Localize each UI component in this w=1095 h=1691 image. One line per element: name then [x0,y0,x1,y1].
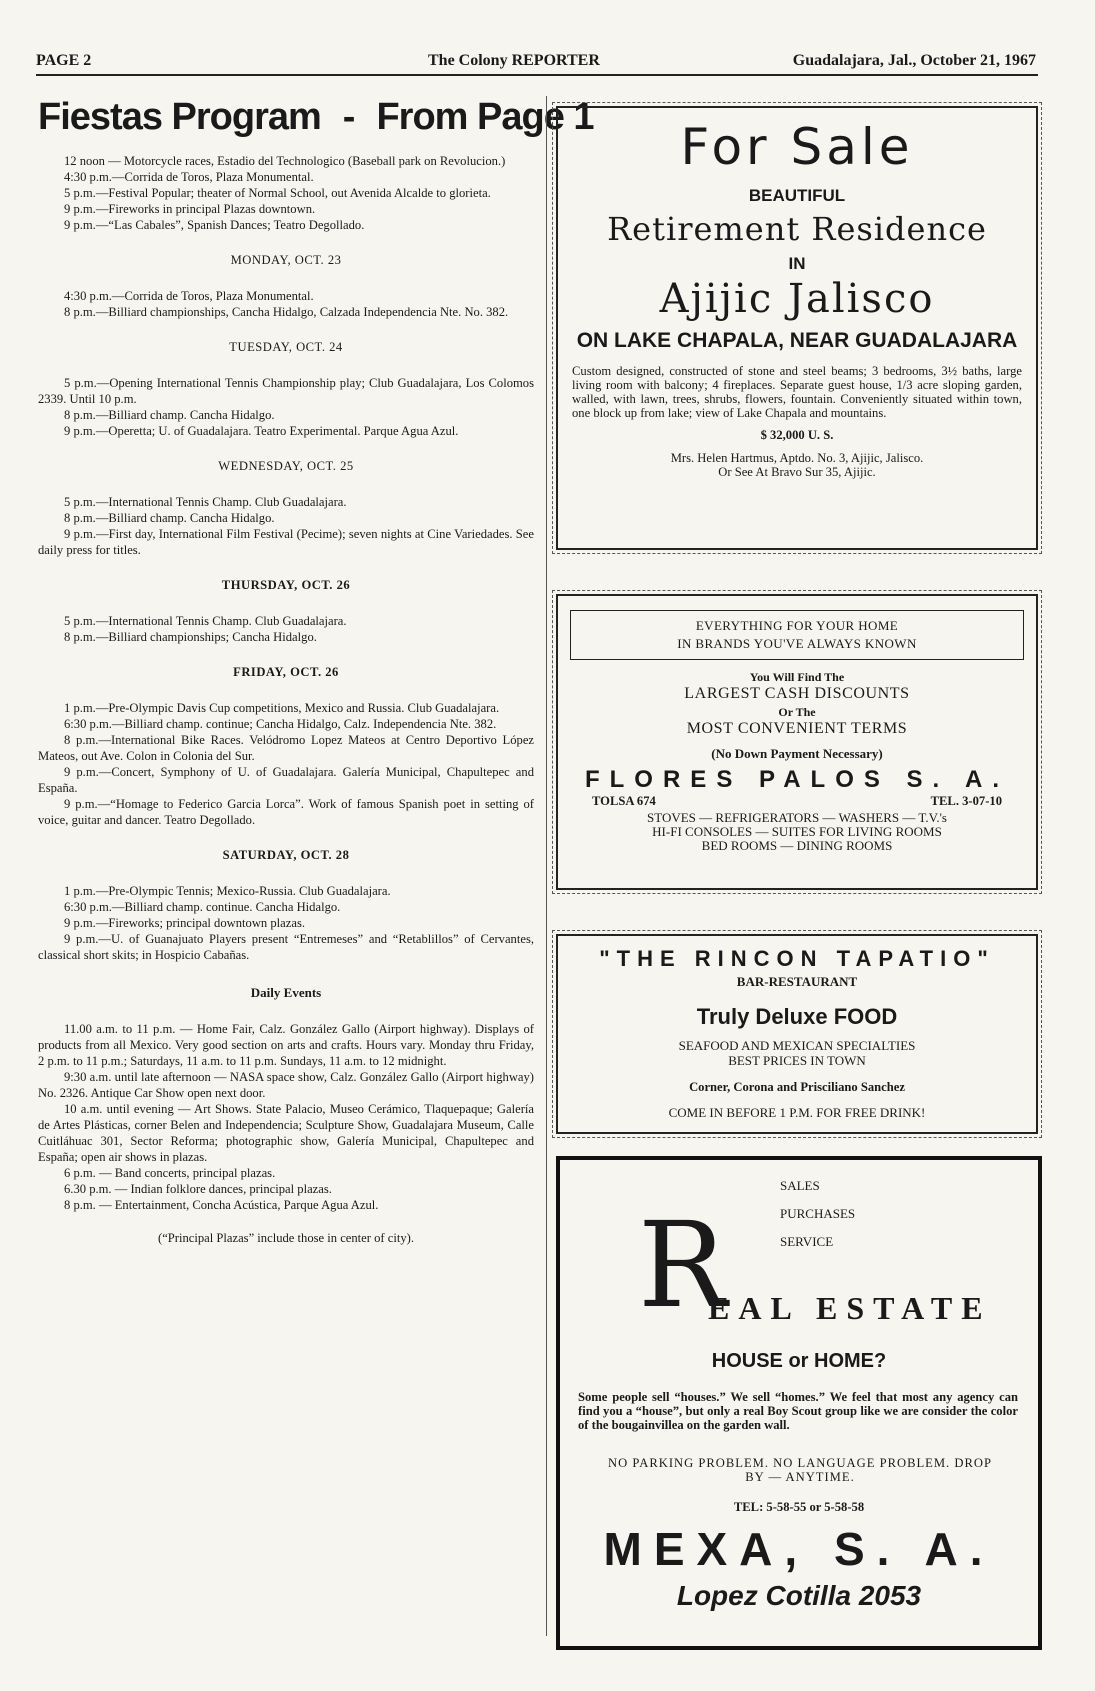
ad-lake: ON LAKE CHAPALA, NEAR GUADALAJARA [576,329,1018,352]
ad-description: Custom designed, constructed of stone and steel beams; 3 bedrooms, 3½ baths, large living room with balcony; 4 fireplaces. Separate guest house, 1/3 acre sloping garden, walled, with lawn, trees, shrubs, flowers, fountain. Conveniently situated within town, one block up from lake; view of Lake Chapala and mountains. [572,364,1022,420]
day-heading-tuesday: TUESDAY, OCT. 24 [229,340,343,354]
day-entries-friday [38,700,534,828]
ad-product-lines [558,811,1036,853]
program-entry: 6:30 p.m.—Billiard champ. continue. Cancha Hidalgo. [64,900,341,914]
specialty-line: SEAFOOD AND MEXICAN SPECIALTIES [678,1038,916,1053]
program-entry: 1 p.m.—Pre-Olympic Davis Cup competitions, Mexico and Russia. Club Guadalajara. [64,701,500,715]
ad-restaurant-type: BAR-RESTAURANT [736,974,858,989]
headline-right: From Page 1 [376,96,594,138]
program-entry: 4:30 p.m.—Corrida de Toros, Plaza Monumental. [64,289,314,303]
ad-service: SERVICE [780,1234,834,1249]
ad-place: Ajijic Jalisco [659,276,935,322]
program-entry: 9 p.m.—“Homage to Federico Garcia Lorca”. Work of famous Spanish poet in setting of voice, guitar and dancer. Teatro Degollado. [38,797,534,827]
ad-address: TOLSA 674 [592,794,656,808]
ad-company: MEXA, S. A. [603,1523,995,1575]
daily-events-entries [38,1021,534,1213]
daily-entry: 6 p.m. — Band concerts, principal plazas. [64,1166,276,1180]
real-estate-ad [556,1156,1042,1650]
for-sale-ad [556,106,1038,550]
column-divider [546,96,547,1636]
program-entry: 12 noon — Motorcycle races, Estadio del Technologico (Baseball park on Revolucion.) [64,154,506,168]
ad-no-parking: NO PARKING PROBLEM. NO LANGUAGE PROBLEM. DROP BY — ANYTIME. [608,1456,992,1484]
ad-big-letter: R [638,1196,727,1334]
day-entries-saturday [38,883,534,963]
program-entry: 4:30 p.m.—Corrida de Toros, Plaza Monumental. [64,170,314,184]
product-line: STOVES — REFRIGERATORS — WASHERS — T.V.'s [647,810,947,825]
ad-location: Corner, Corona and Prisciliano Sanchez [689,1080,905,1094]
page-header [36,52,1036,76]
ad-tagline: Truly Deluxe FOOD [696,1004,898,1029]
ad-restaurant-name: "THE RINCON TAPATIO" [599,946,995,971]
daily-events-heading: Daily Events [250,985,322,1000]
daily-entry: 10 a.m. until evening — Art Shows. State Palacio, Museo Cerámico, Tlaquepaque; Galería de Artes Plásticas, corner Belen and Independencia; Sculpture Show, Guadalajara Museum, Calle Cuitláhuac 301, Sector Reforma; photographic show, Galería Municipal, Chapultepec and España; open air shows in plazas. [38,1102,534,1164]
ad-no-down: (No Down Payment Necessary) [711,746,883,761]
ad-contact [558,451,1036,479]
day-entries-wednesday [38,494,534,558]
program-entry: 9 p.m.—Operetta; U. of Guadalajara. Teatro Experimental. Parque Agua Azul. [64,424,459,438]
header-rule [36,74,1038,76]
ad-headline: For Sale [680,118,914,176]
ad-promo: COME IN BEFORE 1 P.M. FOR FREE DRINK! [668,1105,926,1120]
program-entry: 9 p.m.—Concert, Symphony of U. of Guadalajara. Galería Municipal, Chapultepec and España. [38,765,534,795]
ad-company-address: Lopez Cotilla 2053 [676,1580,922,1611]
ad-company-name: FLORES PALOS S. A. [584,766,1010,793]
ad-real-estate-title: EAL ESTATE [708,1290,992,1326]
program-entry: 6:30 p.m.—Billiard champ. continue; Cancha Hidalgo, Calz. Independencia Nte. 382. [64,717,497,731]
newspaper-name: The Colony REPORTER [428,52,600,69]
ad-purchases: PURCHASES [780,1206,856,1221]
program-entry: 8 p.m.—Billiard champ. Cancha Hidalgo. [64,511,275,525]
ad-largest: LARGEST CASH DISCOUNTS [684,685,910,702]
opening-entries [38,153,534,233]
ad-or-the: Or The [778,705,816,719]
program-entry: 9 p.m.—Fireworks; principal downtown plazas. [64,916,305,930]
program-entry: 8 p.m.—Billiard championships; Cancha Hidalgo. [64,630,317,644]
ad-question: HOUSE or HOME? [711,1350,887,1372]
ad-specialties [558,1038,1036,1068]
daily-entry: 11.00 a.m. to 11 p.m. — Home Fair, Calz. González Gallo (Airport highway). Displays of products from all Mexico. Very good section on arts and crafts. Hours vary. Monday thru Friday, 2 p.m. to 11 p.m.; Saturdays, 11 a.m. to 11 p.m. Sundays, 11 a.m. to 12 midnight. [38,1022,534,1068]
headline-separator: - [342,96,355,138]
program-entry: 8 p.m.—International Bike Races. Velódromo Lopez Mateos at Centro Deportivo López Mateos, out Ave. Colon in Colonia del Sur. [38,733,534,763]
daily-entry: 8 p.m. — Entertainment, Concha Acústica, Parque Agua Azul. [64,1198,379,1212]
program-entry: 8 p.m.—Billiard champ. Cancha Hidalgo. [64,408,275,422]
program-entry: 1 p.m.—Pre-Olympic Tennis; Mexico-Russia. Club Guadalajara. [64,884,391,898]
specialty-line: BEST PRICES IN TOWN [728,1053,866,1068]
program-entry: 5 p.m.—International Tennis Champ. Club Guadalajara. [64,614,347,628]
program-entry: 5 p.m.—Festival Popular; theater of Normal School, out Avenida Alcalde to glorieta. [64,186,491,200]
day-heading-thursday: THURSDAY, OCT. 26 [221,578,351,592]
ad-contact-line: Or See At Bravo Sur 35, Ajijic. [718,465,876,479]
program-entry: 5 p.m.—Opening International Tennis Championship play; Club Guadalajara, Los Colomos 2339. Until 10 p.m. [38,376,534,406]
slogan-line: EVERYTHING FOR YOUR HOME [695,618,899,633]
day-entries-thursday [38,613,534,645]
product-line: HI-FI CONSOLES — SUITES FOR LIVING ROOMS [652,824,942,839]
ad-find: You Will Find The [749,670,845,684]
product-line: BED ROOMS — DINING ROOMS [701,838,893,853]
article-headline [38,96,594,139]
program-entry: 9 p.m.—U. of Guanajuato Players present “Entremeses” and “Retablillos” of Cervantes, classical short skits; in Hospicio Cabañas. [38,932,534,962]
ad-terms: MOST CONVENIENT TERMS [686,720,908,737]
ad-address-row [558,794,1036,809]
headline-left: Fiestas Program [38,96,321,138]
dateline: Guadalajara, Jal., October 21, 1967 [792,52,1036,69]
fiestas-program-article [38,96,594,1246]
ad-pitch: Some people sell “houses.” We sell “homes.” We feel that most any agency can find you a “house”, but only a real Boy Scout group like we are consider the color of the bougainvillea on the garden wall. [578,1390,1018,1432]
program-entry: 9 p.m.—Fireworks in principal Plazas downtown. [64,202,316,216]
program-entry: 5 p.m.—International Tennis Champ. Club Guadalajara. [64,495,347,509]
daily-entry: 6.30 p.m. — Indian folklore dances, principal plazas. [64,1182,332,1196]
rincon-tapatio-ad [556,934,1038,1134]
program-entry: 9 p.m.—First day, International Film Festival (Pecime); seven nights at Cine Variedades. See daily press for titles. [38,527,534,557]
flores-palos-ad [556,594,1038,890]
day-heading-friday: FRIDAY, OCT. 26 [233,665,339,679]
ad-boxed-slogan [570,610,1024,660]
day-heading-wednesday: WEDNESDAY, OCT. 25 [218,459,354,473]
ad-residence: Retirement Residence [607,210,987,248]
program-entry: 9 p.m.—“Las Cabales”, Spanish Dances; Teatro Degollado. [64,218,365,232]
day-entries-monday [38,288,534,320]
program-entry: 8 p.m.—Billiard championships, Cancha Hidalgo, Calzada Independencia Nte. No. 382. [64,305,509,319]
day-entries-tuesday [38,375,534,439]
ad-sales: SALES [780,1178,820,1193]
day-heading-monday: MONDAY, OCT. 23 [230,253,342,267]
daily-entry: 9:30 a.m. until late afternoon — NASA space show, Calz. González Gallo (Airport highway) No. 2326. Antique Car Show open next door. [38,1070,534,1100]
page-number: PAGE 2 [36,52,92,69]
ad-in: IN [788,254,806,273]
closing-note: (“Principal Plazas” include those in center of city). [158,1231,414,1245]
ad-contact-line: Mrs. Helen Hartmus, Aptdo. No. 3, Ajijic, Jalisco. [670,451,924,465]
slogan-line: IN BRANDS YOU'VE ALWAYS KNOWN [677,636,917,651]
ad-tel: TEL. 3-07-10 [930,794,1002,808]
ad-telephone: TEL: 5-58-55 or 5-58-58 [733,1500,865,1514]
day-heading-saturday: SATURDAY, OCT. 28 [222,848,350,862]
ad-subhead: BEAUTIFUL [748,186,846,205]
ad-price: $ 32,000 U. S. [760,428,834,442]
